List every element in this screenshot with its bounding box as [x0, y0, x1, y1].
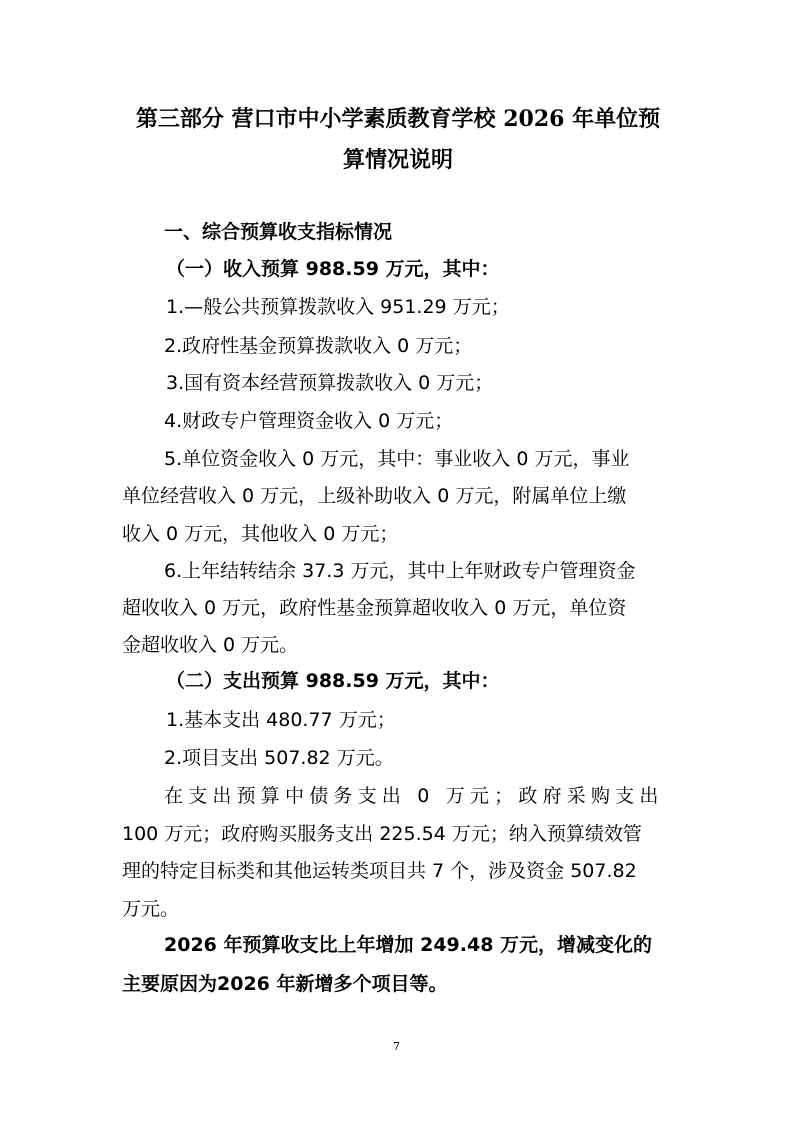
- income-item-1: 1.—般公共预算拨款收入 951.29 万元；: [166, 296, 510, 318]
- expense-item-2: 2.项目支出 507.82 万元。: [164, 747, 394, 769]
- document-title: [118, 104, 678, 175]
- title-line-2: 算情况说明: [342, 147, 453, 173]
- income-item-5-line-1: 5.单位资金收入 0 万元，其中：事业收入 0 万元，事业: [164, 448, 630, 470]
- income-item-5-line-3: 收入 0 万元，其他收入 0 万元；: [122, 523, 399, 545]
- title-line-1: 第三部分 营口市中小学素质教育学校 2026 年单位预: [135, 106, 661, 132]
- expense-heading: （二）支出预算 988.59 万元，其中：: [166, 670, 500, 692]
- expense-note-line-4: 万元。: [122, 898, 180, 920]
- income-heading: （一）收入预算 988.59 万元，其中：: [166, 258, 500, 280]
- income-item-6-line-3: 金超收收入 0 万元。: [122, 634, 299, 656]
- income-item-4: 4.财政专户管理资金收入 0 万元；: [164, 410, 454, 432]
- expense-item-1: 1.基本支出 480.77 万元；: [166, 709, 396, 731]
- income-item-5-line-2: 单位经营收入 0 万元，上级补助收入 0 万元，附属单位上缴: [122, 485, 627, 507]
- income-item-6-line-2: 超收收入 0 万元，政府性基金预算超收收入 0 万元，单位资: [122, 597, 627, 619]
- expense-note-line-1: 在支出预算中债务支出 0 万元；政府采购支出: [164, 785, 664, 807]
- expense-note-line-3: 理的特定目标类和其他运转类项目共 7 个，涉及资金 507.82: [122, 860, 637, 882]
- income-item-2: 2.政府性基金预算拨款收入 0 万元；: [164, 335, 473, 357]
- page-number: 7: [393, 1040, 400, 1053]
- income-item-3: 3.国有资本经营预算拨款收入 0 万元；: [166, 372, 494, 394]
- expense-note-line-2: 100 万元；政府购买服务支出 225.54 万元；纳入预算绩效管: [122, 823, 642, 845]
- section-heading: 一、综合预算收支指标情况: [164, 221, 393, 243]
- income-item-6-line-1: 6.上年结转结余 37.3 万元，其中上年财政专户管理资金: [164, 560, 636, 582]
- summary-line-2: 主要原因为2026 年新增多个项目等。: [122, 973, 448, 995]
- summary-line-1: 2026 年预算收支比上年增加 249.48 万元，增减变化的: [164, 934, 653, 956]
